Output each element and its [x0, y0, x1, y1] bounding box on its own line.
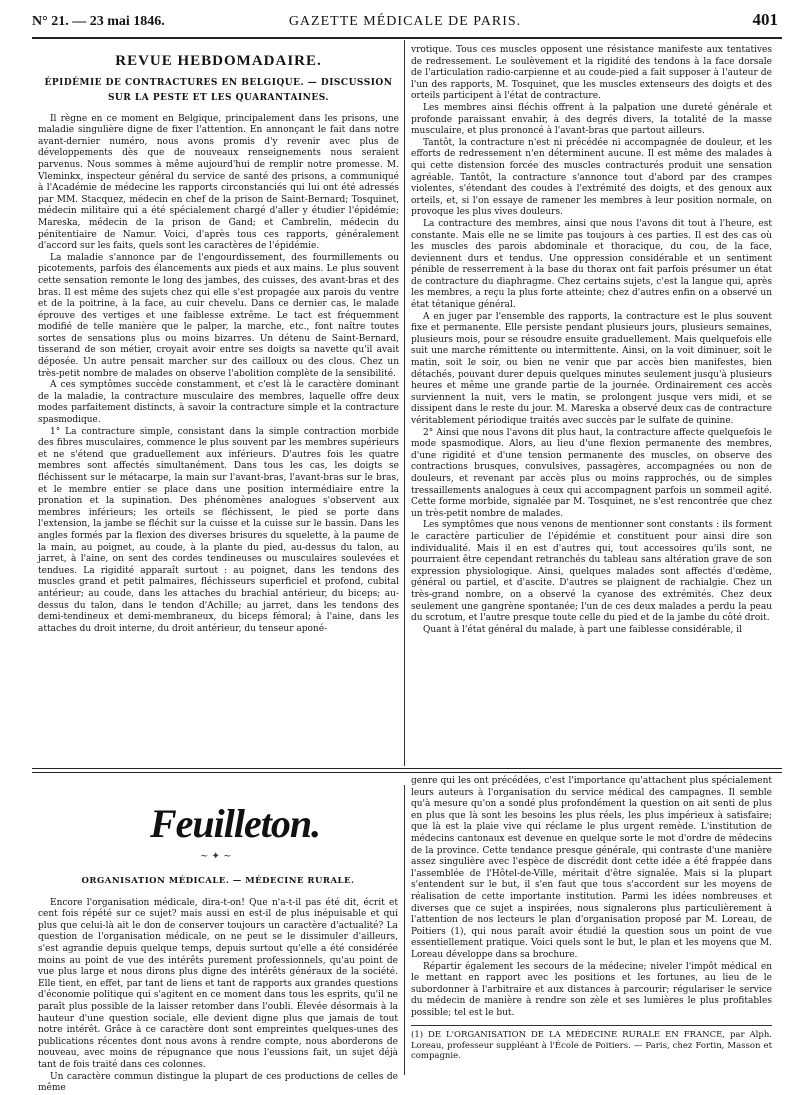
feuilleton-left-column	[38, 870, 398, 1094]
feuilleton-right-column	[411, 776, 772, 1075]
paragraph: La maladie s'annonce par de l'engourdissement, des fourmillements ou picotements, parfois des élancements aux pieds et aux mains. Le plus souvent cette sensation remonte le long des jambes, des cuisses, des avant-bras et des bras. Il est même des sujets chez qui elle s'est propagée aux parois du ventre et de la poitrine, à la face, au cuir chevelu. Dans ce dernier cas, le malade éprouve des vertiges et une faiblesse extrême. Le tact est fréquemment modifié de telle manière que le palper, la marche, etc., font naître toutes sortes de sensations plus ou moins bizarres. Un détenu de Saint-Bernard, tisserand de son métier, croyait avoir entre ses doigts sa navette qu'il avait déposée. Un autre pensait marcher sur des cailloux ou des clous. Chez un très-petit nombre de malades on observe l'abolition complète de la sensibilité.	[38, 252, 399, 379]
section-title: REVUE HEBDOMADAIRE.	[115, 53, 322, 69]
paragraph: Un caractère commun distingue la plupart de ces productions de celles de même	[38, 1071, 398, 1094]
paragraph: A ces symptômes succède constamment, et c'est là le caractère dominant de la maladie, la contracture musculaire des membres, laquelle offre deux modes parfaitement distincts, à savoir la contracture simple et la contracture spasmodique.	[38, 380, 399, 426]
masthead-rule	[32, 37, 782, 39]
paragraph: vrotique. Tous ces muscles opposent une résistance manifeste aux tentatives de redressement. Le soulèvement et la rigidité des tendons à la face dorsale de l'articulation radio-carpienne et au coude-pied a fait supposer à l'auteur de l'un des rapports, M. Tosquinet, que les muscles extenseurs des doigts et des orteils participent à l'état de contracture.	[411, 45, 772, 102]
paragraph: Les membres ainsi fléchis offrent à la palpation une dureté générale et profonde paraissant envahir, à des degrés divers, la totalité de la masse musculaire, et plus prononcé à l'avant-bras que partout ailleurs.	[411, 102, 772, 137]
feuilleton-title: Feuilleton.	[150, 801, 321, 846]
paragraph: La contracture des membres, ainsi que nous l'avons dit tout à l'heure, est constante. Mais elle ne se limite pas toujours à ces parties. Il est des cas où les muscles des parois abdominale et thoracique, du cou, de la face, deviennent durs et tendus. Une oppression considérable et un sentiment pénible de resserrement à la base du thorax ont fait parfois présumer un état de contracture du diaphragme. Chez certains sujets, c'est la langue qui, après les membres, a reçu la plus forte atteinte; chez d'autres enfin on a observé un état tétanique général.	[411, 218, 772, 311]
section-rule	[32, 772, 782, 773]
footnote: (1) DE L'ORGANISATION DE LA MÉDECINE RURALE EN FRANCE, par Alph. Loreau, professeur suppléant à l'École de Poitiers. — Paris, chez Fortin, Masson et compagnie.	[411, 1025, 772, 1062]
column-divider	[404, 40, 405, 766]
paragraph: 1° La contracture simple, consistant dans la simple contraction morbide des fibres musculaires, commence le plus souvent par les membres supérieurs et ne s'étend que graduellement aux inférieurs. D'autres fois les quatre membres sont affectés simultanément. Dans tous les cas, les doigts se fléchissent sur le métacarpe, la main sur l'avant-bras, l'avant-bras sur le bras, et le membre entier se place dans une position intermédiaire entre la pronation et la supination. Des phénomènes analogues s'observent aux membres inférieurs; les orteils se fléchissent, le pied se porte dans l'extension, la jambe se fléchit sur la cuisse et la cuisse sur le bassin. Dans les angles formés par la flexion des diverses brisures du squelette, à la paume de la main, au poignet, au coude, à la plante du pied, au-dessus du talon, au jarret, à l'aine, on sent des cordes tendineuses ou musculaires soulevées et tendues. La rigidité apparaît surtout : au poignet, dans les tendons des muscles grand et petit palmaires, fléchisseurs superficiel et profond, cubital antérieur; au coude, dans les attaches du brachial antérieur, du biceps; au-dessus du talon, dans le tendon d'Achille; au jarret, dans les tendons des demi-tendineux et demi-membraneux, du biceps fémoral; à l'aine, dans les attaches du droit interne, du droit antérieur, du tenseur aponé-	[38, 426, 399, 634]
subtitle-line: ÉPIDÉMIE DE CONTRACTURES EN BELGIQUE. — DISCUSSION	[44, 77, 393, 88]
paragraph: genre qui les ont précédées, c'est l'importance qu'attachent plus spécialement leurs auteurs à l'organisation du service médical des campagnes. Il semble qu'à mesure qu'on a sondé plus profondément la question on ait senti de plus en plus que là sont les besoins les plus réels, les plus impérieux à satisfaire; que là est la plaie vive qui réclame le plus urgent remède. L'institution de médecins cantonaux est devenue en quelque sorte le mot d'ordre de médecins de la province. Cette tendance presque générale, qui contraste d'une manière assez singulière avec l'espèce de discrédit dont cette idée a été frappée dans l'assemblée de l'Hôtel-de-Ville, méritait d'être signalée. Mais si la plupart s'entendent sur le but, il s'en faut que tous s'accordent sur les moyens de réalisation de cette importante institution. Parmi les idées nombreuses et diverses que ce sujet a inspirées, nous signalerons plus particulièrement à l'attention de nos lecteurs le plan d'organisation proposé par M. Loreau, de Poitiers (1), qui nous paraît avoir étudié la question sous un point de vue essentiellement pratique. Voici quels sont le but, le plan et les moyens que M. Loreau développe dans sa brochure.	[411, 776, 772, 960]
column-divider	[404, 785, 405, 1075]
revue-right-column	[411, 45, 772, 763]
ornament-icon: ~ ✦ ~	[200, 851, 232, 862]
paragraph: Il règne en ce moment en Belgique, principalement dans les prisons, une maladie singulière digne de fixer l'attention. En annonçant le fait dans notre avant-dernier numéro, nous avons promis d'y revenir avec plus de développements dès que de nouveaux renseignements nous seraient parvenus. Nous sommes à même aujourd'hui de remplir notre promesse. M. Vleminkx, inspecteur général du service de santé des prisons, a communiqué à l'Académie de médecine les rapports circonstanciés qui lui ont été adressés par MM. Stacquez, médecin en chef de la prison de Saint-Bernard; Tosquinet, médecin militaire qui a été spécialement chargé d'aller y étudier l'épidémie; Mareska, médecin de la prison de Gand; et Cambrelin, médecin du pénitentiaire de Namur. Voici, d'après tous ces rapports, généralement d'accord sur les faits, quels sont les caractères de l'épidémie.	[38, 113, 399, 252]
revue-left-column	[38, 48, 399, 763]
section-rule	[32, 768, 782, 769]
page-number: 401	[752, 10, 778, 29]
paragraph: Les symptômes que nous venons de mentionner sont constants : ils forment le caractère particulier de l'épidémie et constituent pour ainsi dire son individualité. Mais il en est d'autres qui, tout accessoires qu'ils sont, ne pourraient être cependant retranchés du tableau sans altération grave de son expression physiologique. Ainsi, quelques malades sont affectés d'œdème, général ou partiel, et d'ascite. D'autres se plaignent de rachialgie. Chez un très-grand nombre, on a observé la cyanose des extrémités. Chez deux seulement une gangrène spontanée; l'un de ces deux malades a perdu la peau du scrotum, et l'autre presque toute celle du pied et de la jambe du côté droit.	[411, 520, 772, 624]
publication-title: GAZETTE MÉDICALE DE PARIS.	[288, 14, 522, 29]
paragraph: 2° Ainsi que nous l'avons dit plus haut, la contracture affecte quelquefois le mode spasmodique. Alors, au lieu d'une flexion permanente des membres, d'une rigidité et d'une tension permanente des muscles, on observe des contractions brusques, convulsives, passagères, accompagnées ou non de douleurs, et revenant par accès plus ou moins rapprochés, ou de simples tressaillements analogues à ceux qui accompagnent parfois un sommeil agité. Cette forme morbide, signalée par M. Tosquinet, ne s'est rencontrée que chez un très-petit nombre de malades.	[411, 427, 772, 519]
subtitle-line: SUR LA PESTE ET LES QUARANTAINES.	[107, 92, 330, 103]
paragraph: Tantôt, la contracture n'est ni précédée ni accompagnée de douleur, et les efforts de redressement n'en déterminent aucune. Il est même des malades à qui cette distension forcée des muscles contracturés produit une sensation agréable. Tantôt, la contracture s'annonce tout d'abord par des crampes violentes, s'étendant des coudes à l'extrémité des doigts, et des genoux aux orteils, et, si l'on essaye de ramener les membres à leur position normale, on provoque les plus vives douleurs.	[411, 137, 772, 218]
feuilleton-heading: ORGANISATION MÉDICALE. — MÉDECINE RURALE.	[81, 876, 355, 886]
masthead	[32, 10, 778, 34]
paragraph: A en juger par l'ensemble des rapports, la contracture est le plus souvent fixe et permanente. Elle persiste pendant plusieurs jours, plusieurs semaines, plusieurs mois, pour se résoudre ensuite graduellement. Mais quelquefois elle suit une marche rémittente ou intermittente. Ainsi, on la voit diminuer, soit le matin, soit le soir, ou bien ne venir que par accès bien manifestes, bien détachés, pouvant durer depuis quelques minutes seulement jusqu'à plusieurs heures et même une grande partie de la journée. Ordinairement ces accès surviennent la nuit, vers le matin, se prolongent jusque vers midi, et se dissipent dans le reste du jour. M. Mareska a observé deux cas de contracture véritablement périodique traités avec succès par le sulfate de quinine.	[411, 311, 772, 426]
issue-date: N° 21. — 23 mai 1846.	[32, 14, 165, 29]
section-subtitle	[38, 76, 399, 106]
paragraph: Encore l'organisation médicale, dira-t-on! Que n'a-t-il pas été dit, écrit et cent fois répété sur ce sujet? mais aussi en est-il de plus inépuisable et qui plus que celui-là ait le don de conserver toujours un caractère d'actualité? La question de l'organisation médicale, on ne peut se le dissimuler d'ailleurs, s'est agrandie depuis quelque temps, depuis surtout qu'elle a été considérée moins au point de vue des intérêts purement professionnels, qu'au point de vue plus large et nous dirons plus digne des intérêts généraux de la société. Elle tient, en effet, par tant de liens et tant de rapports aux grandes questions d'économie politique qui s'agitent en ce moment dans tous les esprits, qu'il ne paraît plus possible de la laisser retomber dans l'oubli. Élevée désormais à la hauteur d'une question sociale, elle devient digne plus que jamais de tout notre intérêt. Grâce à ce caractère dont sont empreintes quelques-unes des publications récentes dont nous avons à rendre compte, nous aborderons de nouveau, avec moins de répugnance que nous l'eussions fait, un sujet déjà tant de fois traité dans ces colonnes.	[38, 897, 398, 1070]
paragraph: Répartir également les secours de la médecine; niveler l'impôt médical en le mettant en rapport avec les positions et les fortunes, au lieu de le subordonner à l'arbitraire et aux distances à parcourir; régulariser le service du médecin de manière à rendre son zèle et ses lumières le plus profitables possible; tel est le but.	[411, 961, 772, 1018]
paragraph: Quant à l'état général du malade, à part une faiblesse considérable, il	[423, 624, 742, 635]
